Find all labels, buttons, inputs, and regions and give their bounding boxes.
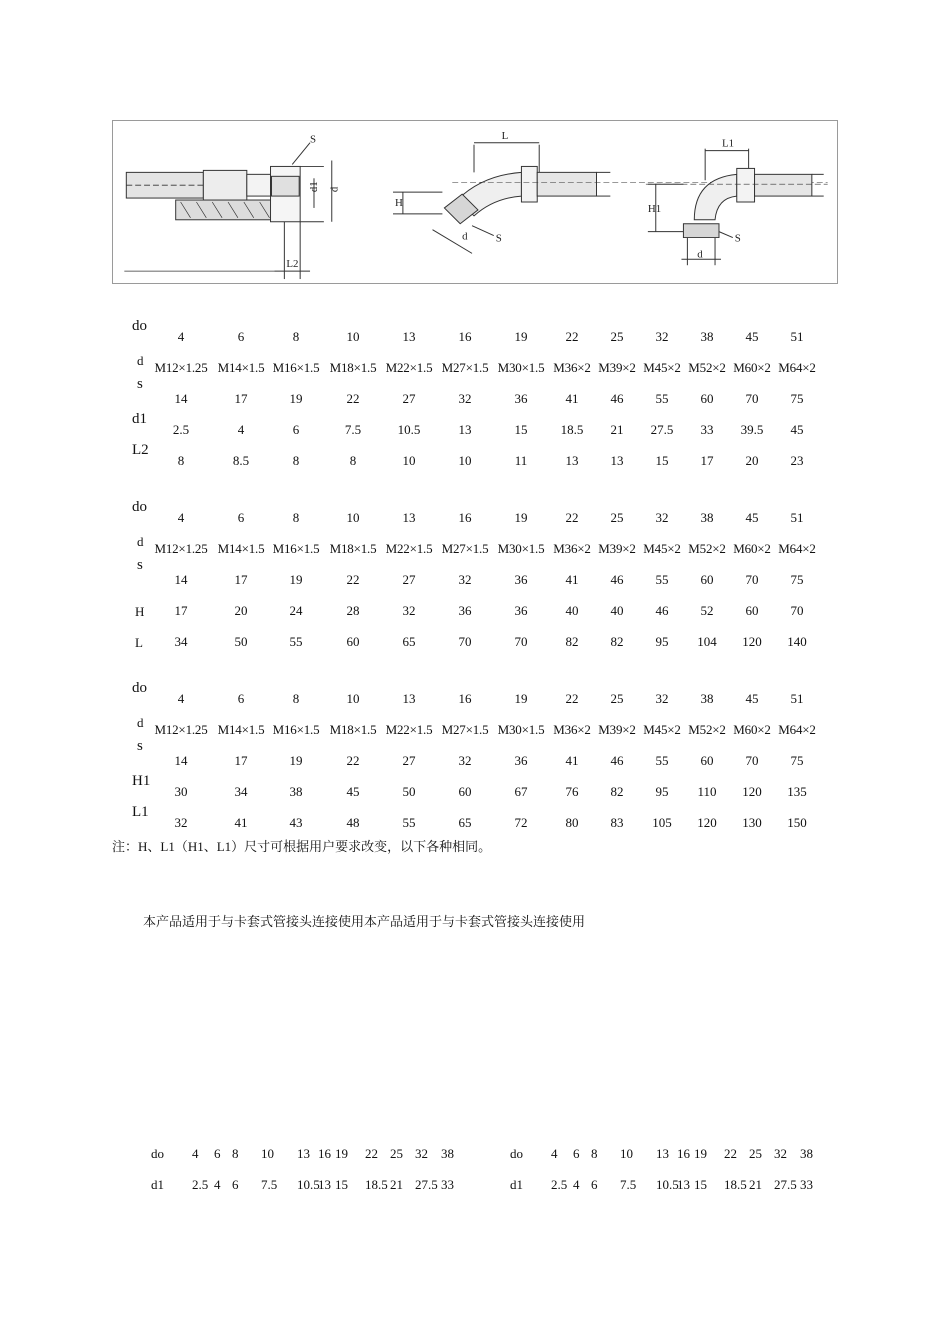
- table-2-cell: 140: [787, 634, 807, 649]
- table-2-cell: 17: [174, 603, 188, 618]
- table-1-cell: 33: [700, 422, 714, 437]
- table-1-cell: 10: [458, 453, 472, 468]
- bottom-table-2-cell: 19: [694, 1146, 707, 1161]
- table-2-cell: 55: [655, 572, 669, 587]
- table-1-cell: M36×2: [553, 360, 591, 375]
- table-1-cell: 17: [700, 453, 714, 468]
- table-3-cell: M16×1.5: [272, 722, 320, 737]
- table-1-cell: 55: [655, 391, 669, 406]
- table-2-cell: M30×1.5: [497, 541, 545, 556]
- table-1-cell: M45×2: [643, 360, 681, 375]
- table-2-cell: 75: [790, 572, 804, 587]
- table-1-cell: 10.5: [397, 422, 421, 437]
- label-l: L: [501, 129, 509, 142]
- table-3-cell: 41: [565, 753, 579, 768]
- table-1-cell: 13: [402, 329, 416, 344]
- table-1-cell: M12×1.25: [154, 360, 208, 375]
- label-d-1: d: [328, 186, 341, 193]
- table-3-row-label-H1: H1: [132, 773, 151, 789]
- table-1-cell: 15: [655, 453, 669, 468]
- table-1-cell: 13: [565, 453, 579, 468]
- table-2-row-label-d: d: [137, 534, 144, 549]
- table-1-cell: M64×2: [778, 360, 816, 375]
- table-1-cell: 10: [402, 453, 416, 468]
- table-2-cell: 32: [655, 510, 669, 525]
- table-2-row-label-L: L: [135, 635, 143, 650]
- table-3-cell: 4: [177, 691, 185, 706]
- table-1-cell: 8: [292, 329, 300, 344]
- table-3-cell: 16: [458, 691, 472, 706]
- table-2-cell: M64×2: [778, 541, 816, 556]
- label-d-3: d: [697, 248, 703, 261]
- technical-drawing: [113, 121, 837, 283]
- table-3-cell: 45: [745, 691, 759, 706]
- table-2-cell: 36: [458, 603, 472, 618]
- table-1-row-label-L2: L2: [132, 442, 149, 458]
- table-1-cell: M52×2: [688, 360, 726, 375]
- table-1-cell: 60: [700, 391, 714, 406]
- bottom-table-2-cell: 4: [551, 1146, 558, 1161]
- bottom-table-2-cell: 10: [620, 1146, 633, 1161]
- table-2-cell: 70: [514, 634, 528, 649]
- table-1-cell: M22×1.5: [385, 360, 433, 375]
- bottom-table-2-cell: 13: [677, 1177, 690, 1192]
- table-2-cell: 20: [234, 603, 248, 618]
- table-2-cell: 17: [234, 572, 248, 587]
- table-2-cell: M22×1.5: [385, 541, 433, 556]
- table-3-cell: M52×2: [688, 722, 726, 737]
- table-2-row-label-do: do: [132, 499, 147, 515]
- label-d1-1: d1: [307, 181, 320, 193]
- table-3-cell: 30: [174, 784, 188, 799]
- table-2-cell: 65: [402, 634, 416, 649]
- table-2-cell: M45×2: [643, 541, 681, 556]
- table-3-cell: 48: [346, 815, 360, 830]
- bottom-table-2-label-do: do: [510, 1146, 523, 1161]
- table-3-cell: 120: [742, 784, 762, 799]
- table-3-cell: 110: [697, 784, 717, 799]
- table-2-cell: 25: [610, 510, 624, 525]
- table-2-cell: 95: [655, 634, 669, 649]
- label-l2: L2: [286, 258, 299, 271]
- table-1-cell: 17: [234, 391, 248, 406]
- bottom-table-1-cell: 2.5: [192, 1177, 209, 1192]
- table-2-cell: 22: [346, 572, 360, 587]
- table-3-cell: 32: [458, 753, 472, 768]
- table-2-cell: 4: [177, 510, 185, 525]
- elbow-90-drawing: [646, 149, 828, 266]
- bottom-table-2-cell: 7.5: [620, 1177, 637, 1192]
- table-2-cell: M52×2: [688, 541, 726, 556]
- table-3-cell: 120: [697, 815, 717, 830]
- table-1-cell: 22: [346, 391, 360, 406]
- table-1-cell: 70: [745, 391, 759, 406]
- table-1-row-label-s: s: [137, 376, 143, 392]
- table-1-cell: 18.5: [560, 422, 584, 437]
- table-1-cell: 10: [346, 329, 360, 344]
- bottom-table-1-cell: 21: [390, 1177, 403, 1192]
- table-2-cell: 10: [346, 510, 360, 525]
- table-1-row-label-do: do: [132, 318, 147, 334]
- table-3-cell: M60×2: [733, 722, 771, 737]
- table-3-cell: 130: [742, 815, 762, 830]
- table-1-cell: 75: [790, 391, 804, 406]
- table-2-cell: 60: [346, 634, 360, 649]
- label-d-2: d: [462, 230, 468, 243]
- table-2-cell: 36: [514, 572, 528, 587]
- bottom-table-1-cell: 10.5: [297, 1177, 320, 1192]
- table-3-cell: 22: [565, 691, 579, 706]
- table-3-cell: M14×1.5: [217, 722, 265, 737]
- table-3-cell: 72: [514, 815, 528, 830]
- table-1-cell: 8: [292, 453, 300, 468]
- table-3-cell: 41: [234, 815, 248, 830]
- table-2-cell: 32: [402, 603, 416, 618]
- table-2-cell: 104: [697, 634, 717, 649]
- table-2-cell: 82: [610, 634, 624, 649]
- table-3-cell: 50: [402, 784, 416, 799]
- table-1-cell: 8.5: [232, 453, 250, 468]
- table-3-cell: M36×2: [553, 722, 591, 737]
- bottom-table-1-cell: 18.5: [365, 1177, 388, 1192]
- bottom-table-1-cell: 6: [232, 1177, 239, 1192]
- table-3-cell: 65: [458, 815, 472, 830]
- bottom-table-1-cell: 4: [192, 1146, 199, 1161]
- bottom-table-2-cell: 6: [591, 1177, 598, 1192]
- table-2-cell: 32: [458, 572, 472, 587]
- table-1-row-label-d1: d1: [132, 411, 147, 427]
- label-s-1: S: [310, 133, 317, 146]
- table-3-cell: 82: [610, 784, 624, 799]
- table-1-cell: 8: [349, 453, 357, 468]
- table-2-cell: 70: [745, 572, 759, 587]
- table-1-cell: 32: [458, 391, 472, 406]
- bottom-table-1-cell: 10: [261, 1146, 274, 1161]
- bottom-table-1-cell: 33: [441, 1177, 454, 1192]
- table-1-cell: 4: [177, 329, 185, 344]
- table-3-cell: M64×2: [778, 722, 816, 737]
- bottom-table-2-cell: 38: [800, 1146, 813, 1161]
- table-1-cell: M18×1.5: [329, 360, 377, 375]
- table-3-cell: 60: [700, 753, 714, 768]
- table-1-cell: 11: [514, 453, 528, 468]
- table-1-cell: 45: [790, 422, 804, 437]
- table-1-cell: 14: [174, 391, 188, 406]
- table-2-cell: 40: [610, 603, 624, 618]
- table-3-row-label-s: s: [137, 738, 143, 754]
- table-3-cell: 25: [610, 691, 624, 706]
- table-1-cell: 22: [565, 329, 579, 344]
- table-2-cell: 38: [700, 510, 714, 525]
- table-2-cell: M12×1.25: [154, 541, 208, 556]
- table-3-cell: 105: [652, 815, 672, 830]
- table-1-cell: 51: [790, 329, 804, 344]
- table-3-row-label-d: d: [137, 715, 144, 730]
- label-s-3: S: [734, 232, 741, 245]
- table-3-cell: 19: [289, 753, 303, 768]
- table-2-cell: 60: [700, 572, 714, 587]
- table-3-cell: M22×1.5: [385, 722, 433, 737]
- table-3-cell: M18×1.5: [329, 722, 377, 737]
- table-3-cell: 14: [174, 753, 188, 768]
- label-s-2: S: [495, 232, 502, 245]
- table-1-cell: 15: [514, 422, 528, 437]
- table-1-cell: 38: [700, 329, 714, 344]
- table-3-cell: 60: [458, 784, 472, 799]
- bottom-table-1-cell: 7.5: [261, 1177, 278, 1192]
- bottom-table-2-cell: 13: [656, 1146, 669, 1161]
- bottom-table-2-cell: 2.5: [551, 1177, 568, 1192]
- table-3-cell: 75: [790, 753, 804, 768]
- table-1-cell: 13: [458, 422, 472, 437]
- table-1-cell: 8: [177, 453, 185, 468]
- bottom-table-1-label-do: do: [151, 1146, 164, 1161]
- table-1-cell: 41: [565, 391, 579, 406]
- bottom-table-1-cell: 25: [390, 1146, 403, 1161]
- table-1-cell: M39×2: [598, 360, 636, 375]
- table-1-cell: 13: [610, 453, 624, 468]
- table-1-cell: 2.5: [172, 422, 190, 437]
- table-1-cell: 45: [745, 329, 759, 344]
- table-3-cell: 43: [289, 815, 303, 830]
- table-1-cell: 36: [514, 391, 528, 406]
- table-2-cell: 19: [289, 572, 303, 587]
- bottom-table-2-cell: 21: [749, 1177, 762, 1192]
- table-3-cell: 135: [787, 784, 807, 799]
- table-3-cell: 83: [610, 815, 624, 830]
- table-1-cell: 32: [655, 329, 669, 344]
- table-3-cell: M45×2: [643, 722, 681, 737]
- table-3-cell: 19: [514, 691, 528, 706]
- table-2-cell: 45: [745, 510, 759, 525]
- table-1-cell: 20: [745, 453, 759, 468]
- bottom-table-2-cell: 10.5: [656, 1177, 679, 1192]
- table-2-cell: 46: [655, 603, 669, 618]
- table-2-cell: M60×2: [733, 541, 771, 556]
- table-2-cell: M39×2: [598, 541, 636, 556]
- table-1-cell: 16: [458, 329, 472, 344]
- table-2-cell: 120: [742, 634, 762, 649]
- table-3-cell: M27×1.5: [441, 722, 489, 737]
- table-1-cell: 25: [610, 329, 624, 344]
- bottom-table-1-cell: 27.5: [415, 1177, 438, 1192]
- bottom-table-1-cell: 13: [318, 1177, 331, 1192]
- table-3-cell: 17: [234, 753, 248, 768]
- table-1-cell: 6: [292, 422, 300, 437]
- table-3-cell: M39×2: [598, 722, 636, 737]
- table-2-row-label-s: s: [137, 557, 143, 573]
- table-3-cell: 67: [514, 784, 528, 799]
- table-2-cell: 14: [174, 572, 188, 587]
- table-3-cell: 6: [237, 691, 245, 706]
- table-3-cell: 27: [402, 753, 416, 768]
- bottom-table-2-cell: 33: [800, 1177, 813, 1192]
- table-2-cell: 6: [237, 510, 245, 525]
- table-3-row-label-L1: L1: [132, 804, 149, 820]
- table-2-cell: 46: [610, 572, 624, 587]
- table-1-cell: M14×1.5: [217, 360, 265, 375]
- table-3-cell: 45: [346, 784, 360, 799]
- bottom-table-2-cell: 16: [677, 1146, 690, 1161]
- table-3-cell: 46: [610, 753, 624, 768]
- table-3-cell: 55: [402, 815, 416, 830]
- table-2-cell: 36: [514, 603, 528, 618]
- table-3-cell: 70: [745, 753, 759, 768]
- table-2-row-label-H: H: [135, 604, 145, 619]
- table-1-cell: M30×1.5: [497, 360, 545, 375]
- bottom-table-1-cell: 32: [415, 1146, 428, 1161]
- bottom-table-2-cell: 32: [774, 1146, 787, 1161]
- bottom-table-1-label-d1: d1: [151, 1177, 164, 1192]
- table-2-cell: 55: [289, 634, 303, 649]
- table-2-cell: M14×1.5: [217, 541, 265, 556]
- bottom-table-1-cell: 8: [232, 1146, 239, 1161]
- table-1-cell: 19: [289, 391, 303, 406]
- label-h1: H1: [647, 202, 662, 215]
- table-2-cell: M36×2: [553, 541, 591, 556]
- table-2-cell: M18×1.5: [329, 541, 377, 556]
- table-2-cell: 8: [292, 510, 300, 525]
- bottom-table-2-cell: 22: [724, 1146, 737, 1161]
- table-3-cell: 10: [346, 691, 360, 706]
- bottom-table-1-cell: 4: [214, 1177, 221, 1192]
- bottom-table-2-label-d1: d1: [510, 1177, 523, 1192]
- table-3-cell: 32: [174, 815, 188, 830]
- table-3-cell: M12×1.25: [154, 722, 208, 737]
- bottom-table-2-cell: 4: [573, 1177, 580, 1192]
- table-3-row-label-do: do: [132, 680, 147, 696]
- table-1-cell: M60×2: [733, 360, 771, 375]
- table-1-cell: 39.5: [740, 422, 764, 437]
- table-1-cell: 7.5: [344, 422, 362, 437]
- table-2-cell: 40: [565, 603, 579, 618]
- table-1-row-label-d: d: [137, 353, 144, 368]
- table-3-cell: 36: [514, 753, 528, 768]
- table-3-cell: 95: [655, 784, 669, 799]
- bottom-table-2-cell: 6: [573, 1146, 580, 1161]
- bottom-table-1-cell: 15: [335, 1177, 348, 1192]
- bottom-table-2-cell: 27.5: [774, 1177, 797, 1192]
- table-2-cell: 28: [346, 603, 360, 618]
- label-l1: L1: [721, 137, 735, 150]
- table-2-cell: M27×1.5: [441, 541, 489, 556]
- table-2-cell: 50: [234, 634, 248, 649]
- usage-text: 本产品适用于与卡套式管接头连接使用本产品适用于与卡套式管接头连接使用: [143, 914, 586, 929]
- bottom-table-1-cell: 13: [297, 1146, 310, 1161]
- bottom-table-1-cell: 16: [318, 1146, 331, 1161]
- table-3-cell: 150: [787, 815, 807, 830]
- table-2-cell: 70: [458, 634, 472, 649]
- note-text: 注：H、L1（H1、L1）尺寸可根据用户要求改变，以下各种相同。: [112, 839, 492, 854]
- table-3-cell: 55: [655, 753, 669, 768]
- table-1-cell: M27×1.5: [441, 360, 489, 375]
- table-2-cell: 41: [565, 572, 579, 587]
- table-1-cell: 27.5: [650, 422, 674, 437]
- fitting-drawings: [112, 120, 838, 284]
- bottom-table-2-cell: 18.5: [724, 1177, 747, 1192]
- table-2-cell: 16: [458, 510, 472, 525]
- bottom-table-2-cell: 25: [749, 1146, 762, 1161]
- table-2-cell: 34: [174, 634, 188, 649]
- table-2-cell: 70: [790, 603, 804, 618]
- elbow-45-drawing: [393, 143, 828, 254]
- table-3-cell: 76: [565, 784, 579, 799]
- table-2-cell: 27: [402, 572, 416, 587]
- table-1-cell: 27: [402, 391, 416, 406]
- table-2-cell: M16×1.5: [272, 541, 320, 556]
- table-3-cell: 32: [655, 691, 669, 706]
- table-2-cell: 22: [565, 510, 579, 525]
- table-2-cell: 24: [289, 603, 303, 618]
- table-3-cell: 22: [346, 753, 360, 768]
- table-1-cell: 21: [610, 422, 624, 437]
- bottom-table-2-cell: 8: [591, 1146, 598, 1161]
- table-3-cell: 34: [234, 784, 248, 799]
- table-1-cell: M16×1.5: [272, 360, 320, 375]
- table-2-cell: 13: [402, 510, 416, 525]
- table-1-cell: 46: [610, 391, 624, 406]
- table-3-cell: 38: [289, 784, 303, 799]
- bottom-table-2-cell: 15: [694, 1177, 707, 1192]
- table-2-cell: 60: [745, 603, 759, 618]
- bottom-table-1-cell: 22: [365, 1146, 378, 1161]
- table-2-cell: 19: [514, 510, 528, 525]
- label-h: H: [394, 196, 403, 209]
- table-3-cell: 38: [700, 691, 714, 706]
- bottom-table-1-cell: 6: [214, 1146, 221, 1161]
- table-3-cell: 51: [790, 691, 804, 706]
- table-3-cell: 13: [402, 691, 416, 706]
- table-1-cell: 4: [237, 422, 245, 437]
- table-2-cell: 51: [790, 510, 804, 525]
- bottom-table-1-cell: 19: [335, 1146, 348, 1161]
- bottom-table-1-cell: 38: [441, 1146, 454, 1161]
- straight-fitting-drawing: [124, 143, 331, 279]
- table-2-cell: 82: [565, 634, 579, 649]
- table-3-cell: M30×1.5: [497, 722, 545, 737]
- table-1-cell: 23: [790, 453, 804, 468]
- table-3-cell: 80: [565, 815, 579, 830]
- table-1-cell: 19: [514, 329, 528, 344]
- table-2-cell: 52: [700, 603, 714, 618]
- table-1-cell: 6: [237, 329, 245, 344]
- table-3-cell: 8: [292, 691, 300, 706]
